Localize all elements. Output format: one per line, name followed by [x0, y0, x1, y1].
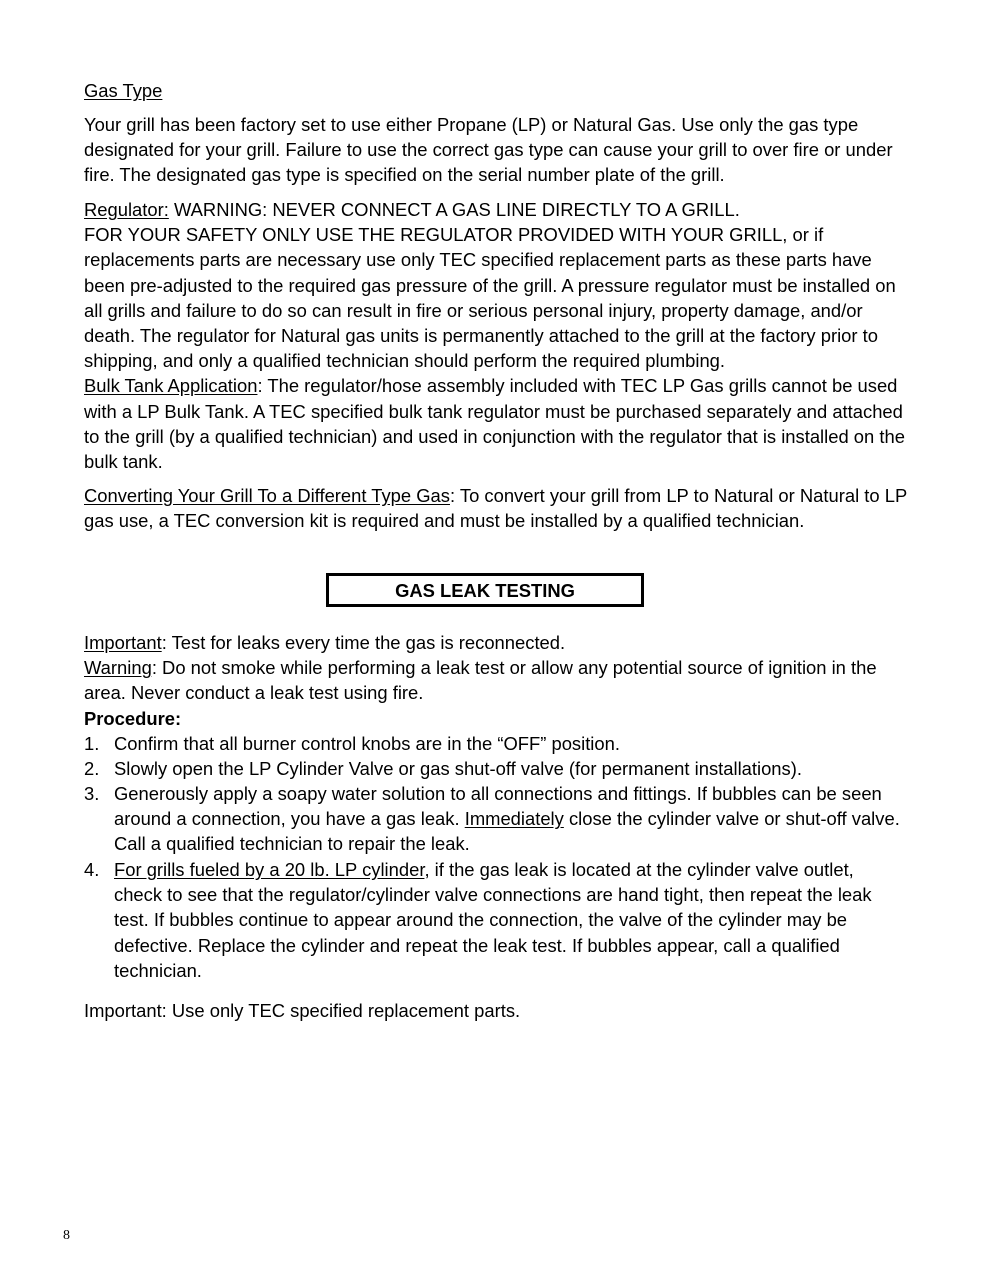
gas-leak-testing-title-box [326, 573, 644, 607]
step-text-part: close the cylinder valve or shut-off valve. Call a qualified technician to repair the leak. [114, 808, 900, 855]
step-text-part: , if the gas leak is located at the cylinder valve outlet, check to see that the regulator/cylinder valve connections are hand tight, then repeat the leak test. If bubbles continue to appear around the connection, the valve of the cylinder may be defective. Replace the cylinder and repeat the leak test. If bubbles appear, call a qualified technician. [114, 859, 872, 981]
step-text [114, 857, 904, 983]
step-number: 1. [84, 733, 100, 754]
regulator-heading: Regulator: [84, 199, 169, 220]
procedure-label: Procedure: [84, 707, 182, 729]
step-number: 4. [84, 859, 100, 880]
step-text: Slowly open the LP Cylinder Valve or gas shut-off valve (for permanent installations). [114, 758, 802, 779]
closing-note: Important: Use only TEC specified replacement parts. [84, 1000, 521, 1021]
step-number: 3. [84, 783, 100, 804]
step-text [114, 781, 904, 857]
warning-label: Warning [84, 657, 152, 679]
important-text: : Test for leaks every time the gas is reconnected. [161, 632, 566, 653]
bulk-tank-heading: Bulk Tank Application [84, 375, 258, 397]
converting-section [84, 483, 914, 533]
converting-heading: Converting Your Grill To a Different Type Gas [84, 485, 450, 506]
immediately-emphasis: Immediately [464, 808, 564, 830]
leak-notes [84, 630, 914, 731]
page-number: 8 [63, 1228, 70, 1243]
converting-paragraph: : To convert your grill from LP to Natural or Natural to LP gas use, a TEC conversion kit is required and must be installed by a qualified technician. [84, 485, 907, 532]
gas-type-paragraph: Your grill has been factory set to use either Propane (LP) or Natural Gas. Use only the gas type designated for your grill. Failure to use the correct gas type can cause your grill to over fire or under fire. The designated gas type is specified on the serial number plate of the grill. [84, 114, 893, 186]
gas-leak-testing-title: GAS LEAK TESTING [395, 580, 575, 601]
gas-type-heading-text: Gas Type [84, 80, 163, 101]
regulator-paragraph: FOR YOUR SAFETY ONLY USE THE REGULATOR PROVIDED WITH YOUR GRILL, or if replacements parts are necessary use only TEC specified replacement parts as these parts have been pre-adjusted to the required gas pressure of the grill. A pressure regulator must be installed on all grills and failure to do so can result in fire or serious personal injury, property damage, and/or death. The regulator for Natural gas units is permanently attached to the grill at the factory prior to shipping, and only a qualified technician should perform the required plumbing. [84, 224, 896, 372]
step-text-part: Generously apply a soapy water solution to all connections and fittings. If bubbles can be seen around a connection, you have a gas leak. [114, 783, 882, 830]
bulk-tank-paragraph: : The regulator/hose assembly included with TEC LP Gas grills cannot be used with a LP Bulk Tank. A TEC specified bulk tank regulator must be purchased separately and attached to the grill (by a qualified technician) and used in conjunction with the regulator that is installed on the bulk tank. [84, 375, 905, 473]
step-number: 2. [84, 758, 100, 779]
warning-text: : Do not smoke while performing a leak test or allow any potential source of ignition in the area. Never conduct a leak test using fire. [84, 657, 877, 704]
cylinder-emphasis: For grills fueled by a 20 lb. LP cylinder [114, 859, 425, 880]
step-text: Confirm that all burner control knobs are in the “OFF” position. [114, 733, 620, 754]
regulator-section [84, 197, 914, 474]
gas-type-heading [84, 78, 914, 103]
regulator-warning: WARNING: NEVER CONNECT A GAS LINE DIRECTLY TO A GRILL. [168, 199, 740, 220]
important-label: Important [84, 632, 162, 653]
